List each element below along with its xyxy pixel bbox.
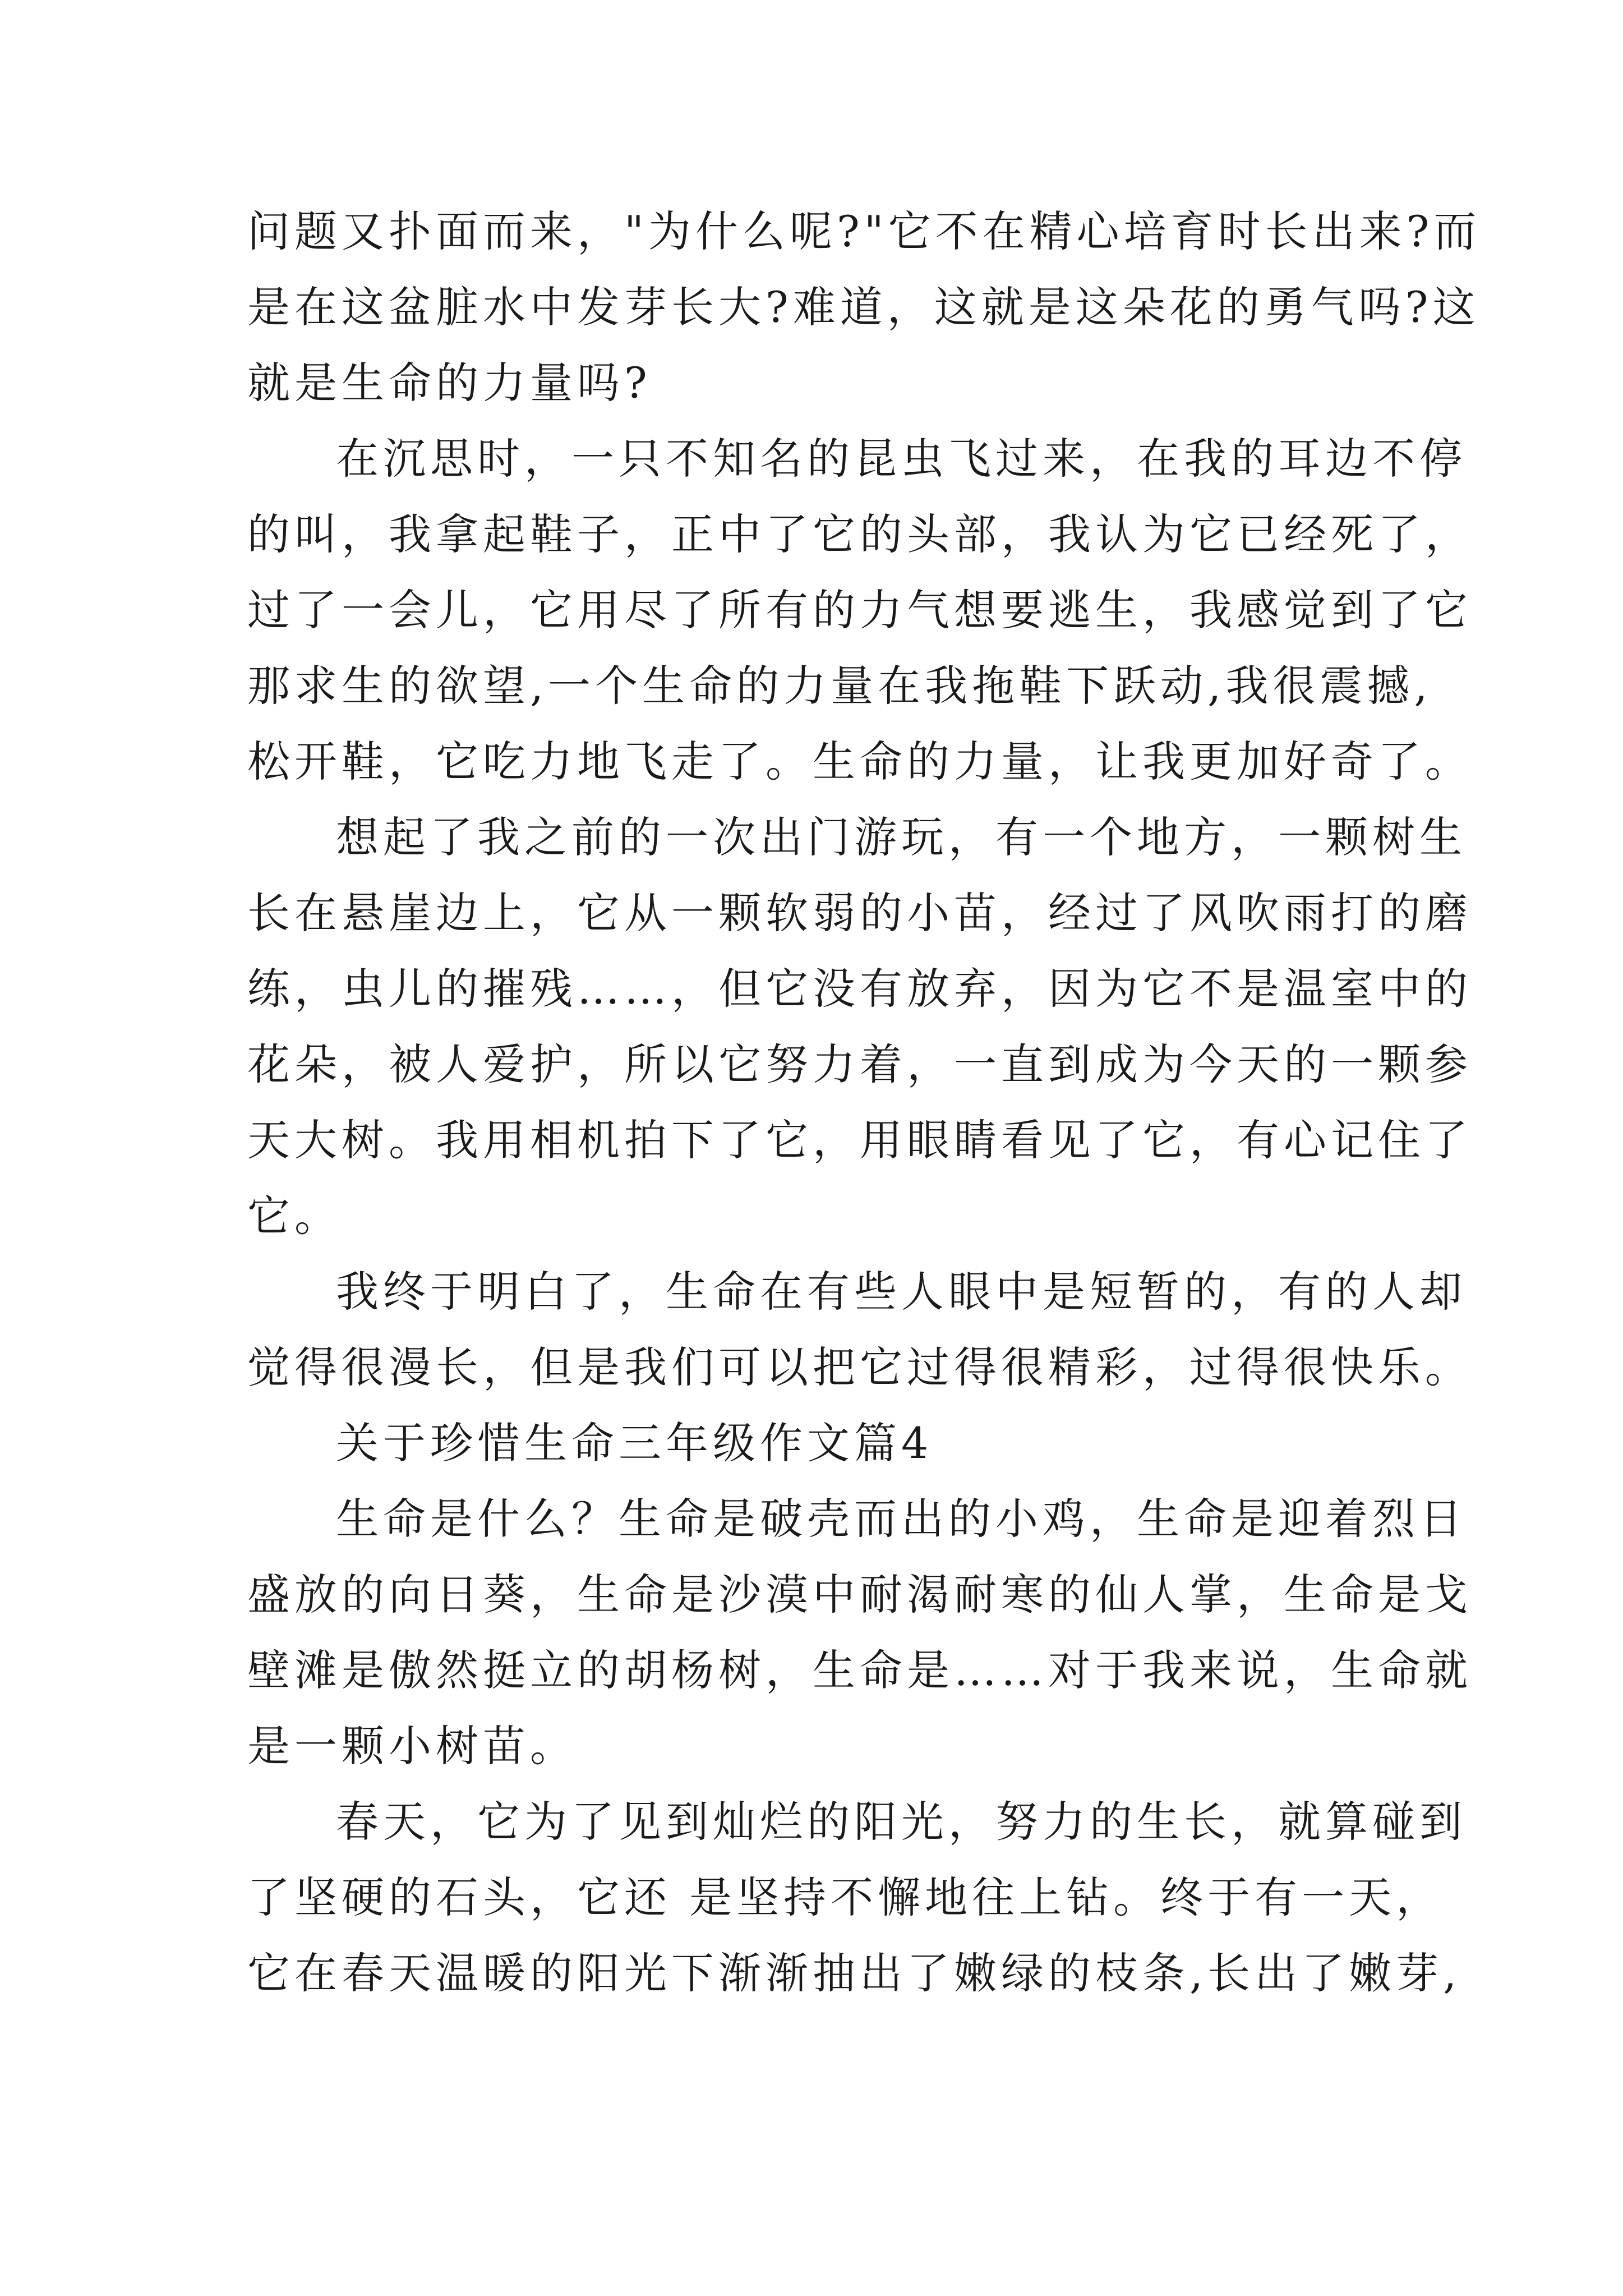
text-line: 长在悬崖边上，它从一颗软弱的小苗，经过了风吹雨打的磨 <box>247 888 1472 938</box>
text-line: 了坚硬的石头，它还 是坚持不懈地往上钻。终于有一天， <box>247 1872 1444 1922</box>
text-line: 天大树。我用相机拍下了它，用眼睛看见了它，有心记住了 <box>247 1115 1472 1165</box>
text-line: 松开鞋，它吃力地飞走了。生命的力量，让我更加好奇了。 <box>247 737 1472 786</box>
text-line: 练，虫儿的摧残……，但它没有放弃，因为它不是温室中的 <box>247 964 1472 1014</box>
text-line: 就是生命的力量吗? <box>247 358 652 408</box>
text-line: 觉得很漫长，但是我们可以把它过得很精彩，过得很快乐。 <box>247 1342 1472 1392</box>
paragraph-start-line: 春天，它为了见到灿烂的阳光，努力的生长，就算碰到 <box>336 1797 1467 1847</box>
text-line: 它。 <box>247 1191 342 1241</box>
text-line: 它在春天温暖的阳光下渐渐抽出了嫩绿的枝条,长出了嫩芽, <box>247 1948 1461 1998</box>
text-line: 是在这盆脏水中发芽长大?难道，这就是这朵花的勇气吗?这 <box>247 282 1480 332</box>
document-body <box>247 194 1481 2011</box>
text-line: 是一颗小树苗。 <box>247 1721 577 1771</box>
text-line: 问题又扑面而来，"为什么呢?"它不在精心培育时长出来?而 <box>247 206 1481 256</box>
section-heading: 关于珍惜生命三年级作文篇4 <box>336 1418 933 1468</box>
text-line: 盛放的向日葵，生命是沙漠中耐渴耐寒的仙人掌，生命是戈 <box>247 1570 1472 1619</box>
paragraph-start-line: 我终于明白了，生命在有些人眼中是短暂的，有的人却 <box>336 1267 1467 1317</box>
paragraph-start-line: 想起了我之前的一次出门游玩，有一个地方，一颗树生 <box>336 812 1467 862</box>
text-line: 花朵，被人爱护，所以它努力着，一直到成为今天的一颗参 <box>247 1039 1472 1089</box>
paragraph-start-line: 在沉思时，一只不知名的昆虫飞过来，在我的耳边不停 <box>336 434 1467 484</box>
paragraph-start-line: 生命是什么？生命是破壳而出的小鸡，生命是迎着烈日 <box>336 1494 1467 1544</box>
text-line: 那求生的欲望,一个生命的力量在我拖鞋下跃动,我很震撼, <box>247 661 1432 711</box>
text-line: 壁滩是傲然挺立的胡杨树，生命是……对于我来说，生命就 <box>247 1645 1472 1695</box>
text-line: 过了一会儿，它用尽了所有的力气想要逃生，我感觉到了它 <box>247 585 1472 635</box>
text-line: 的叫，我拿起鞋子，正中了它的头部，我认为它已经死了， <box>247 509 1472 559</box>
